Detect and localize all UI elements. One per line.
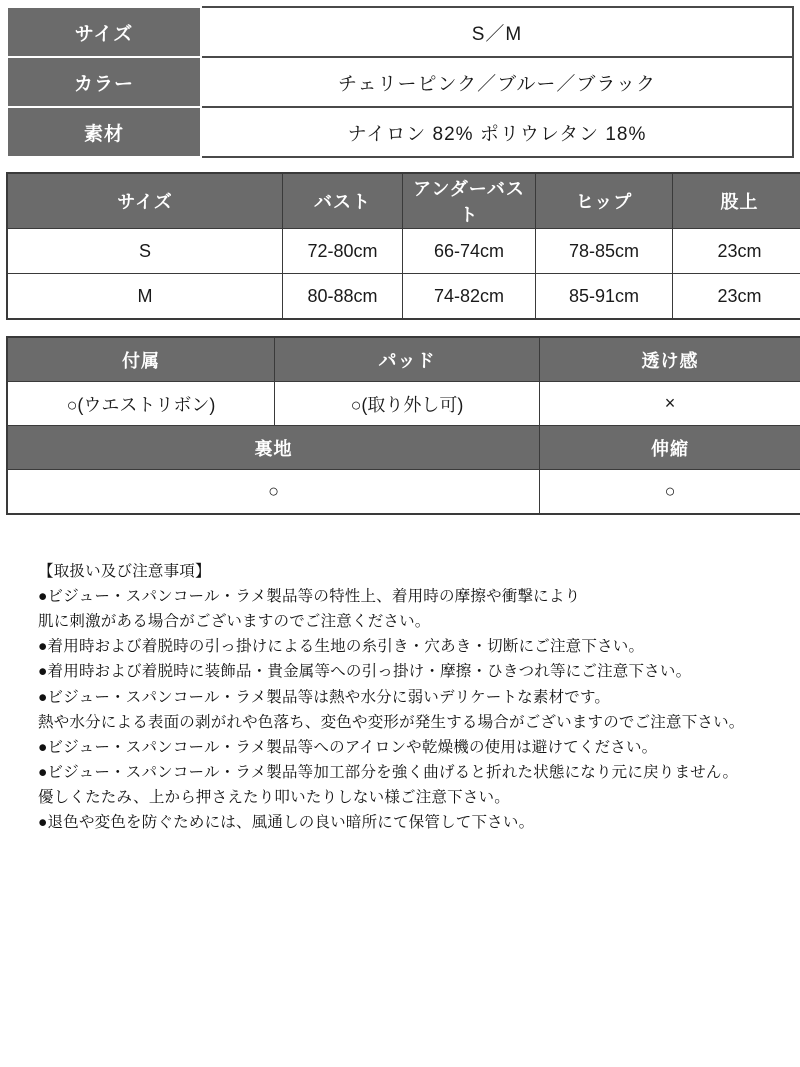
table-row <box>7 470 800 515</box>
col-header-bust: バスト <box>283 173 403 229</box>
notes-line: ●ビジュー・スパンコール・ラメ製品等加工部分を強く曲げると折れた状態になり元に戻りません。 <box>38 763 739 781</box>
notes-line: ●ビジュー・スパンコール・ラメ製品等の特性上、着用時の摩擦や衝撃により <box>38 588 581 606</box>
table-header-row <box>7 173 800 229</box>
table-row <box>7 274 800 320</box>
cell-hip-m: 85-91cm <box>536 274 673 320</box>
table-header-row <box>7 426 800 470</box>
spec-label-color: カラー <box>7 57 201 107</box>
cell-stretch: ○ <box>540 470 800 515</box>
table-row <box>7 57 793 107</box>
care-notes <box>6 559 794 835</box>
attribute-table <box>6 336 800 515</box>
table-row <box>7 7 793 57</box>
spec-value-color: チェリーピンク／ブルー／ブラック <box>201 57 793 107</box>
spec-label-material: 素材 <box>7 107 201 157</box>
cell-sheerness: × <box>540 382 800 426</box>
spec-label-size: サイズ <box>7 7 201 57</box>
notes-line: 肌に刺激がある場合がございますのでご注意ください。 <box>38 613 431 631</box>
notes-title: 【取扱い及び注意事項】 <box>38 563 211 580</box>
cell-underbust-s: 66-74cm <box>403 229 536 274</box>
spec-value-material: ナイロン 82% ポリウレタン 18% <box>201 107 793 157</box>
cell-underbust-m: 74-82cm <box>403 274 536 320</box>
col-header-lining: 裏地 <box>7 426 540 470</box>
cell-pad: ○(取り外し可) <box>275 382 540 426</box>
notes-line: ●ビジュー・スパンコール・ラメ製品等へのアイロンや乾燥機の使用は避けてください。 <box>38 738 658 756</box>
table-header-row <box>7 337 800 382</box>
table-row <box>7 229 800 274</box>
notes-line: 優しくたたみ、上から押さえたり叩いたりしない様ご注意下さい。 <box>38 788 510 806</box>
cell-size-s: S <box>7 229 283 274</box>
cell-accessory: ○(ウエストリボン) <box>7 382 275 426</box>
cell-bust-s: 72-80cm <box>283 229 403 274</box>
cell-rise-m: 23cm <box>673 274 800 320</box>
col-header-stretch: 伸縮 <box>540 426 800 470</box>
table-row <box>7 107 793 157</box>
col-header-pad: パッド <box>275 337 540 382</box>
col-header-sheerness: 透け感 <box>540 337 800 382</box>
col-header-rise: 股上 <box>673 173 800 229</box>
table-row <box>7 382 800 426</box>
notes-line: ●退色や変色を防ぐためには、風通しの良い暗所にて保管して下さい。 <box>38 814 535 832</box>
spec-table <box>6 6 794 158</box>
notes-line: 熱や水分による表面の剥がれや色落ち、変色や変形が発生する場合がございますのでご注意下さい。 <box>38 713 745 731</box>
col-header-underbust: アンダーバスト <box>403 173 536 229</box>
cell-hip-s: 78-85cm <box>536 229 673 274</box>
spec-value-size: S／M <box>201 7 793 57</box>
notes-line: ●着用時および着脱時の引っ掛けによる生地の糸引き・穴あき・切断にご注意下さい。 <box>38 638 645 656</box>
col-header-size: サイズ <box>7 173 283 229</box>
col-header-hip: ヒップ <box>536 173 673 229</box>
measurement-table <box>6 172 800 320</box>
cell-rise-s: 23cm <box>673 229 800 274</box>
cell-bust-m: 80-88cm <box>283 274 403 320</box>
notes-line: ●ビジュー・スパンコール・ラメ製品等は熱や水分に弱いデリケートな素材です。 <box>38 688 611 706</box>
cell-lining: ○ <box>7 470 540 515</box>
notes-line: ●着用時および着脱時に装飾品・貴金属等への引っ掛け・摩擦・ひきつれ等にご注意下さい。 <box>38 663 692 681</box>
col-header-accessory: 付属 <box>7 337 275 382</box>
cell-size-m: M <box>7 274 283 320</box>
